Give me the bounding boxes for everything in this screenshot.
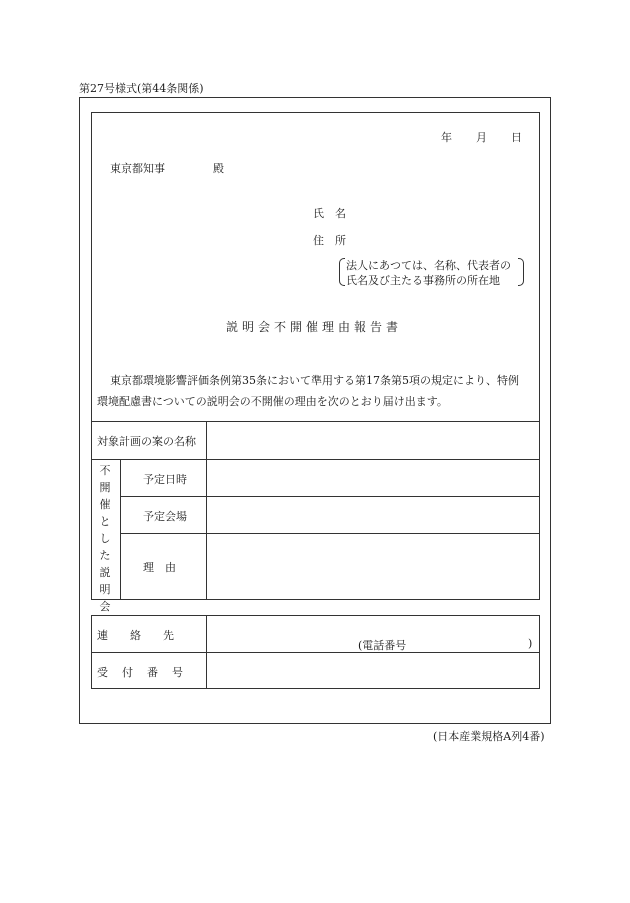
scheduled-venue-label: 予定会場 — [143, 510, 187, 523]
scheduled-date-label: 予定日時 — [143, 473, 187, 486]
corporate-note-line2: 氏名及び主たる事務所の所在地 — [346, 274, 500, 287]
table-row-line-2 — [120, 496, 540, 497]
reason-label-text: 理 由 — [143, 561, 176, 574]
address-label: 住 所 — [313, 234, 346, 247]
non-held-session-label: 不開催とした説明会 — [99, 464, 111, 613]
body-line-1: 東京都環境影響評価条例第35条において準用する第17条第5項の規定により、特例 — [110, 374, 519, 387]
reason-label — [143, 559, 187, 575]
table-group-divider — [120, 459, 121, 600]
close-bracket — [518, 258, 524, 286]
contact-col-divider — [206, 615, 207, 689]
plan-name-label: 対象計画の案の名称 — [97, 435, 196, 448]
page-title: 説明会不開催理由報告書 — [226, 320, 403, 334]
table-row-line-3 — [120, 533, 540, 534]
date-day: 日 — [511, 131, 522, 144]
phone-label: (電話番号 — [358, 639, 407, 652]
receipt-number-label: 受付番号 — [97, 666, 197, 679]
open-bracket — [339, 258, 345, 286]
body-line-2: 環境配慮書についての説明会の不開催の理由を次のとおり届け出ます。 — [97, 395, 448, 408]
table-top-line — [91, 421, 540, 422]
addressee: 東京都知事 — [110, 162, 165, 175]
contact-row-line — [91, 652, 540, 653]
date-year: 年 — [441, 131, 452, 144]
paper-size-note: (日本産業規格A列4番) — [433, 730, 545, 743]
honorific: 殿 — [213, 162, 224, 175]
corporate-note-line1: 法人にあつては、名称、代表者の — [346, 259, 511, 272]
phone-close: ) — [528, 637, 533, 650]
form-number: 第27号様式(第44条関係) — [79, 82, 204, 95]
main-form-box — [91, 112, 540, 600]
name-label: 氏 名 — [313, 207, 346, 220]
table-col-divider — [206, 421, 207, 600]
contact-label: 連絡先 — [97, 629, 196, 642]
table-row-line-1 — [91, 459, 540, 460]
date-month: 月 — [476, 131, 487, 144]
